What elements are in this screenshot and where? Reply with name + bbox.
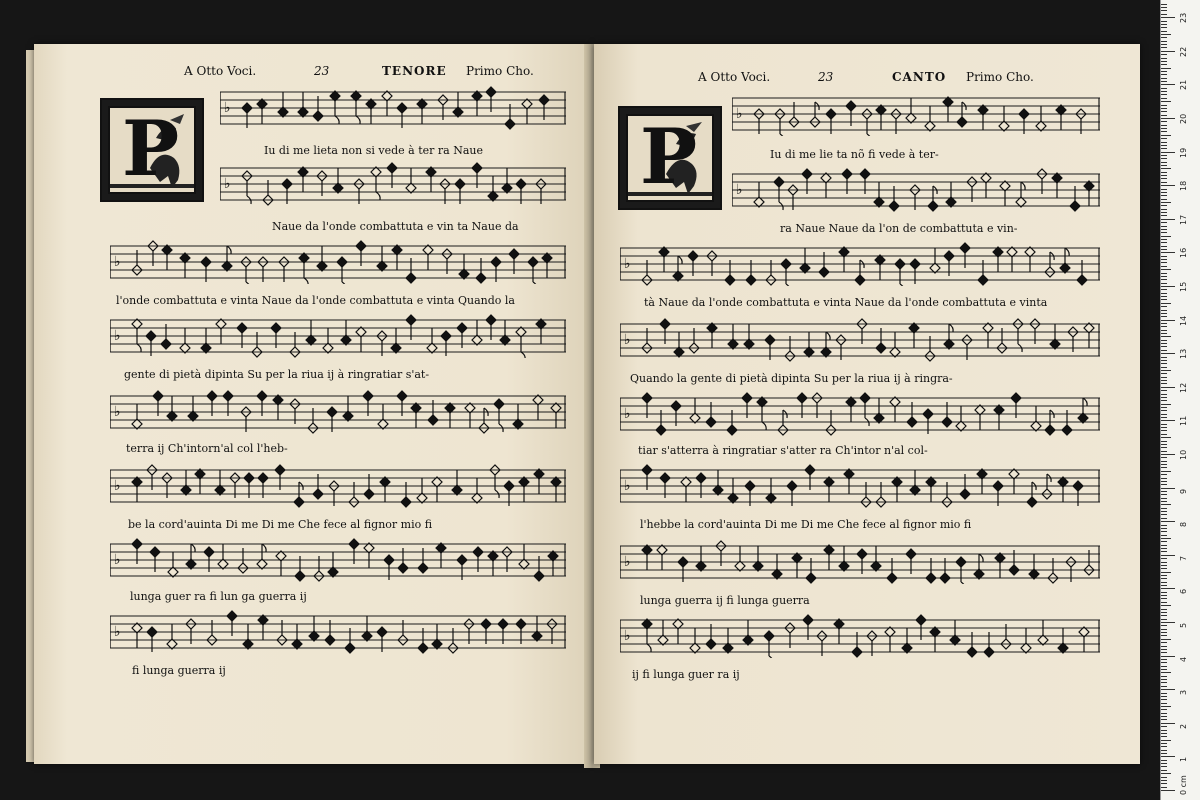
note-head xyxy=(842,169,852,179)
note-head xyxy=(928,201,938,211)
ruler-label: 21 xyxy=(1179,80,1188,91)
note-head xyxy=(146,331,156,341)
lyric-line: lunga guerra ij fi lunga guerra xyxy=(640,594,810,607)
note-head xyxy=(802,169,812,179)
note-head xyxy=(397,103,407,113)
note-head xyxy=(237,323,247,333)
ruler-unit-label: 0 cm xyxy=(1179,775,1188,795)
ruler-label: 12 xyxy=(1179,382,1188,393)
lyric-line: tiar s'atterra à ringratiar s'atter ra Ch'intor n'al col- xyxy=(638,444,928,457)
ruler-label: 22 xyxy=(1179,46,1188,57)
ruler-label: 10 xyxy=(1179,449,1188,460)
right-page xyxy=(594,44,1140,764)
note-head xyxy=(826,109,836,119)
note-head xyxy=(345,643,355,653)
note-head xyxy=(895,259,905,269)
initial-letter: P xyxy=(122,104,180,193)
note-head xyxy=(509,249,519,259)
note-head xyxy=(504,481,514,491)
note-head xyxy=(257,391,267,401)
note-head xyxy=(1077,275,1087,285)
music-staff xyxy=(732,168,1100,212)
note-head xyxy=(441,331,451,341)
note-head xyxy=(956,557,966,567)
note-head xyxy=(313,489,323,499)
note-head xyxy=(1019,109,1029,119)
note-head xyxy=(363,391,373,401)
note-head xyxy=(957,117,967,127)
note-head xyxy=(764,631,774,641)
note-head xyxy=(1045,425,1055,435)
note-head xyxy=(295,571,305,581)
note-head xyxy=(944,251,954,261)
ruler-label: 16 xyxy=(1179,248,1188,259)
flat-sign-icon: ♭ xyxy=(114,478,121,494)
note-head xyxy=(227,611,237,621)
flat-sign-icon: ♭ xyxy=(624,256,631,272)
music-staff xyxy=(620,318,1100,362)
note-head xyxy=(688,251,698,261)
header-choir: Primo Cho. xyxy=(966,70,1034,84)
note-head xyxy=(242,103,252,113)
flat-sign-icon: ♭ xyxy=(114,404,121,420)
note-head xyxy=(147,627,157,637)
ruler-label: 7 xyxy=(1179,555,1188,561)
ruler-label: 8 xyxy=(1179,522,1188,528)
note-head xyxy=(516,619,526,629)
note-head xyxy=(418,563,428,573)
header-page-number: 23 xyxy=(818,70,834,84)
note-head xyxy=(660,319,670,329)
note-head xyxy=(706,417,716,427)
note-head xyxy=(271,323,281,333)
note-head xyxy=(455,179,465,189)
ruler-label: 13 xyxy=(1179,349,1188,360)
note-head xyxy=(765,335,775,345)
lyric-line: gente di pietà dipinta Su per la riua ij à ringratiar s'at- xyxy=(124,368,430,381)
note-head xyxy=(906,549,916,559)
header-voci: A Otto Voci. xyxy=(698,70,771,84)
ruler-label: 2 xyxy=(1179,723,1188,729)
flat-sign-icon: ♭ xyxy=(114,624,121,640)
lyric-line: lunga guer ra fi lun ga guerra ij xyxy=(130,590,307,603)
note-head xyxy=(1027,497,1037,507)
music-staff xyxy=(110,610,566,654)
lyric-line: ra Naue Naue da l'on de combattuta e vin- xyxy=(780,222,1018,235)
music-staff xyxy=(620,540,1100,584)
music-staff xyxy=(220,86,566,130)
music-staff xyxy=(110,314,566,358)
ruler-label: 1 xyxy=(1179,757,1188,763)
flat-sign-icon: ♭ xyxy=(736,182,743,198)
note-head xyxy=(852,647,862,657)
note-head xyxy=(907,417,917,427)
note-head xyxy=(745,481,755,491)
note-head xyxy=(457,323,467,333)
note-head xyxy=(910,259,920,269)
note-head xyxy=(846,101,856,111)
note-head xyxy=(397,391,407,401)
lyric-line: l'hebbe la cord'auinta Di me Di me Che fece al fignor mio fi xyxy=(640,518,972,531)
lyric-line: ij fi lunga guer ra ij xyxy=(632,668,740,681)
ruler-label: 9 xyxy=(1179,488,1188,494)
note-head xyxy=(327,407,337,417)
ruler-label: 15 xyxy=(1179,281,1188,292)
note-head xyxy=(806,573,816,583)
note-head xyxy=(457,555,467,565)
note-head xyxy=(473,547,483,557)
note-head xyxy=(642,465,652,475)
header-part-name: CANTO xyxy=(892,70,947,84)
note-head xyxy=(797,393,807,403)
note-head xyxy=(787,481,797,491)
note-head xyxy=(803,615,813,625)
ruler-label: 20 xyxy=(1179,113,1188,124)
note-head xyxy=(942,417,952,427)
lyric-line: fi lunga guerra ij xyxy=(132,664,226,677)
note-head xyxy=(855,275,865,285)
open-book xyxy=(26,44,1144,768)
note-head xyxy=(876,343,886,353)
note-head xyxy=(916,615,926,625)
note-head xyxy=(516,179,526,189)
music-staff xyxy=(110,464,566,508)
note-head xyxy=(161,339,171,349)
ruler-label: 23 xyxy=(1179,13,1188,24)
lyric-line: terra ij Ch'intorn'al col l'heb- xyxy=(126,442,288,455)
note-head xyxy=(275,465,285,475)
note-head xyxy=(258,473,268,483)
note-head xyxy=(967,647,977,657)
lyric-line: tà Naue da l'onde combattuta e vinta Naue da l'onde combattuta e vinta xyxy=(644,296,1048,309)
flat-sign-icon: ♭ xyxy=(624,628,631,644)
flat-sign-icon: ♭ xyxy=(624,406,631,422)
initial-letter: P xyxy=(640,112,698,201)
note-head xyxy=(727,425,737,435)
header-part-name: TENORE xyxy=(382,64,447,78)
note-head xyxy=(860,169,870,179)
note-head xyxy=(1062,425,1072,435)
note-head xyxy=(528,257,538,267)
ruler-label: 5 xyxy=(1179,622,1188,628)
flat-sign-icon: ♭ xyxy=(114,552,121,568)
lyric-line: Iu di me lieta non si vede à ter ra Naue xyxy=(264,144,483,157)
note-head xyxy=(805,465,815,475)
note-head xyxy=(494,399,504,409)
ruler-label: 18 xyxy=(1179,181,1188,192)
music-staff xyxy=(110,390,566,434)
music-staff xyxy=(620,242,1100,286)
note-head xyxy=(1009,565,1019,575)
note-head xyxy=(660,473,670,483)
music-staff xyxy=(110,240,566,284)
ruler-label: 19 xyxy=(1179,147,1188,158)
note-head xyxy=(481,619,491,629)
header-voci: A Otto Voci. xyxy=(184,64,257,78)
lyric-line: Iu di me lie ta nõ fi vede à ter- xyxy=(770,148,939,161)
header-page-number: 23 xyxy=(314,64,330,78)
note-head xyxy=(678,557,688,567)
note-head xyxy=(349,539,359,549)
music-staff xyxy=(620,464,1100,508)
ruler-label: 3 xyxy=(1179,690,1188,696)
note-head xyxy=(337,257,347,267)
note-head xyxy=(505,119,515,129)
note-head xyxy=(377,627,387,637)
note-head xyxy=(940,573,950,583)
note-head xyxy=(774,177,784,187)
flat-sign-icon: ♭ xyxy=(736,106,743,122)
header-choir: Primo Cho. xyxy=(466,64,534,78)
note-head xyxy=(294,497,304,507)
note-head xyxy=(384,555,394,565)
note-head xyxy=(207,391,217,401)
note-head xyxy=(204,547,214,557)
note-head xyxy=(356,241,366,251)
decorated-initial xyxy=(618,106,722,210)
note-head xyxy=(960,489,970,499)
note-head xyxy=(860,393,870,403)
lyric-line: Naue da l'onde combattuta e vin ta Naue da xyxy=(272,220,519,233)
lyric-line: Quando la gente di pietà dipinta Su per la riua ij à ringra- xyxy=(630,372,953,385)
note-head xyxy=(819,267,829,277)
ruler-label: 14 xyxy=(1179,315,1188,326)
ruler-label: 6 xyxy=(1179,589,1188,595)
flat-sign-icon: ♭ xyxy=(114,328,121,344)
note-head xyxy=(406,315,416,325)
flat-sign-icon: ♭ xyxy=(624,478,631,494)
note-head xyxy=(696,473,706,483)
note-head xyxy=(325,635,335,645)
note-head xyxy=(671,401,681,411)
flat-sign-icon: ♭ xyxy=(624,332,631,348)
note-head xyxy=(926,573,936,583)
music-staff xyxy=(620,614,1100,658)
note-head xyxy=(889,201,899,211)
note-head xyxy=(1073,481,1083,491)
note-head xyxy=(984,647,994,657)
note-head xyxy=(153,391,163,401)
note-head xyxy=(398,563,408,573)
note-head xyxy=(313,111,323,121)
note-head xyxy=(742,393,752,403)
flat-sign-icon: ♭ xyxy=(224,100,231,116)
note-head xyxy=(887,573,897,583)
note-head xyxy=(472,163,482,173)
note-head xyxy=(150,547,160,557)
note-head xyxy=(978,275,988,285)
measurement-ruler xyxy=(1160,0,1200,800)
note-head xyxy=(491,257,501,267)
note-head xyxy=(401,497,411,507)
note-head xyxy=(706,639,716,649)
note-head xyxy=(201,257,211,267)
note-head xyxy=(746,275,756,285)
note-head xyxy=(428,415,438,425)
note-head xyxy=(486,87,496,97)
note-head xyxy=(539,95,549,105)
flat-sign-icon: ♭ xyxy=(114,254,121,270)
note-head xyxy=(642,393,652,403)
ruler-label: 17 xyxy=(1179,214,1188,225)
note-head xyxy=(486,315,496,325)
note-head xyxy=(725,275,735,285)
note-head xyxy=(1011,393,1021,403)
note-head xyxy=(244,473,254,483)
note-head xyxy=(406,273,416,283)
note-head xyxy=(132,539,142,549)
ruler-label: 4 xyxy=(1179,656,1188,662)
flat-sign-icon: ♭ xyxy=(624,554,631,570)
flat-sign-icon: ♭ xyxy=(224,176,231,192)
music-staff xyxy=(620,392,1100,436)
music-staff xyxy=(732,92,1100,136)
left-page xyxy=(34,44,590,764)
decorated-initial xyxy=(100,98,204,202)
music-staff xyxy=(220,162,566,206)
note-head xyxy=(498,619,508,629)
music-staff xyxy=(110,538,566,582)
note-head xyxy=(656,425,666,435)
note-head xyxy=(857,549,867,559)
lyric-line: be la cord'auinta Di me Di me Che fece al fignor mio fi xyxy=(128,518,433,531)
note-head xyxy=(364,489,374,499)
note-head xyxy=(534,571,544,581)
note-head xyxy=(223,391,233,401)
note-head xyxy=(923,409,933,419)
note-head xyxy=(781,259,791,269)
note-head xyxy=(960,243,970,253)
note-head xyxy=(993,481,1003,491)
note-head xyxy=(1070,201,1080,211)
note-head xyxy=(282,179,292,189)
note-head xyxy=(387,163,397,173)
note-head xyxy=(476,273,486,283)
note-head xyxy=(418,643,428,653)
ruler-label: 11 xyxy=(1179,416,1188,427)
lyric-line: l'onde combattuta e vinta Naue da l'onde combattuta e vinta Quando la xyxy=(116,294,515,307)
